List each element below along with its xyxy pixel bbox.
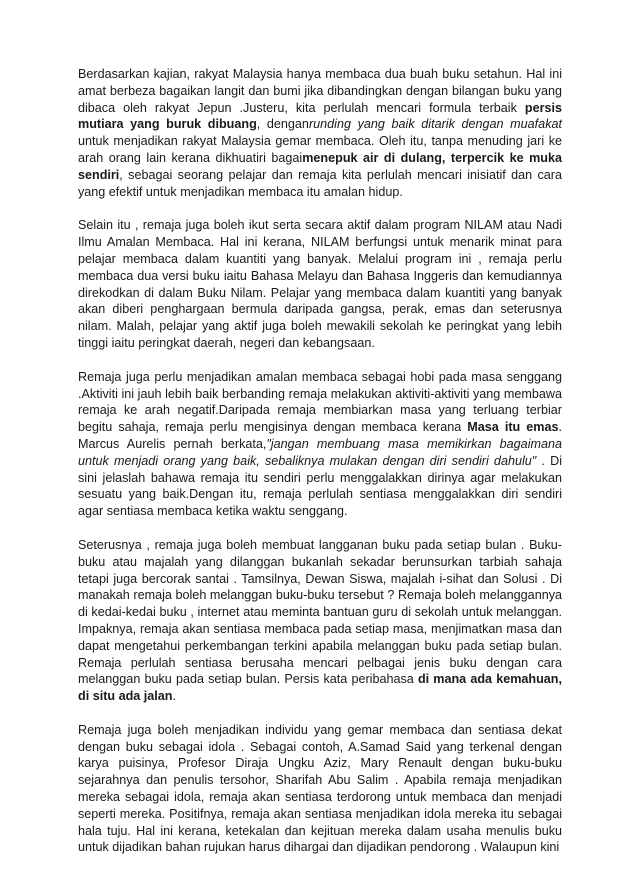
p4-text-2: . [172, 689, 176, 704]
p1-proverb-menepuk-air: menepuk air di dulang, terpercik ke muka sendiri [78, 150, 562, 182]
p3-text-2: . Marcus Aurelis pernah berkata, [78, 420, 562, 451]
p1-text-1: Berdasarkan kajian, rakyat Malaysia hanya membaca dua buah buku setahun. Hal ini amat berbeza bagaikan langit dan bumi jika dibandingkan dengan bilangan buku yang dibaca oleh rakyat Jepun .Justeru, kita perlulah mencari formula terbaik [78, 67, 562, 115]
p1-proverb-runding: runding yang baik ditarik dengan muafakat [308, 117, 562, 132]
p1-text-4: , sebagai seorang pelajar dan remaja kita perlulah mencari inisiatif dan cara yang efektif untuk menjadikan membaca itu amalan hidup. [78, 167, 562, 199]
p3-proverb-masa-emas: Masa itu emas [467, 420, 559, 435]
p4-proverb-kemahuan: di mana ada kemahuan, di situ ada jalan [78, 672, 562, 704]
document-body [78, 66, 562, 873]
p5-text-1: Remaja juga boleh menjadikan individu yang gemar membaca dan sentiasa dekat dengan buku sebagai idola . Sebagai contoh, A.Samad Said yang terkenal dengan karya puisinya, Profesor Diraja Ungku Aziz, Mary Renault dengan buku-buku sejarahnya dan penulis tersohor, Sharifah Abu Salim . Apabila remaja menjadikan mereka sebagai idola, remaja akan sentiasa terdorong untuk membaca dan menjadi seperti mereka. Positifnya, remaja akan sentiasa menjadikan idola mereka itu sebagai hala tuju. Hal ini kerana, ketekalan dan kejituan mereka dalam usaha menulis buku untuk dijadikan bahan rujukan harus dihargai dan dijadikan pendorong . Walaupun kini [78, 722, 562, 855]
p3-text-3: . Di sini jelaslah bahawa remaja itu sendiri perlu menggalakkan dirinya agar melakukan sesuatu yang baik.Dengan itu, remaja perlulah sentiasa menggalakkan diri sendiri agar sentiasa membaca ketika waktu senggang. [78, 453, 563, 519]
paragraph-3 [78, 369, 562, 520]
p4-text-1: Seterusnya , remaja juga boleh membuat langganan buku pada setiap bulan . Buku-buku atau majalah yang dilanggan bukanlah sekadar berunsurkan tarbiah sahaja tetapi juga bercorak santai . Tamsilnya, Dewan Siswa, majalah i-sihat dan Solusi . Di manakah remaja boleh melanggan buku-buku tersebut ? Remaja boleh melanggannya di kedai-kedai buku , internet atau meminta bantuan guru di sekolah untuk melanggan. Impaknya, remaja akan sentiasa membaca pada setiap masa, menjimatkan masa dan dapat mengetahui perkembangan terkini apabila melanggan buku pada setiap bulan. Remaja perlulah sentiasa berusaha mencari pelbagai jenis buku dengan cara melanggan buku pada setiap bulan. Persis kata peribahasa [78, 537, 562, 687]
paragraph-5 [78, 722, 562, 856]
p3-text-1: Remaja juga perlu menjadikan amalan membaca sebagai hobi pada masa senggang .Aktiviti ini jauh lebih baik berbanding remaja melakukan aktiviti-aktiviti yang membawa remaja ke arah negatif.Daripada remaja membiarkan masa yang terluang terbiar begitu sahaja, remaja perlu mengisinya dengan membaca kerana [78, 369, 562, 435]
p1-proverb-mutiara: persis mutiara yang buruk dibuang [78, 100, 562, 132]
p3-quote-marcus-aurelis: "jangan membuang masa memikirkan bagaimana untuk menjadi orang yang baik, sebaliknya mulakan dengan diri sendiri dahulu" [78, 436, 562, 468]
p2-text-1: Selain itu , remaja juga boleh ikut serta secara aktif dalam program NILAM atau Nadi Ilmu Amalan Membaca. Hal ini kerana, NILAM berfungsi untuk menarik minat para pelajar membaca dalam kuantiti yang banyak. Melalui program ini , remaja perlu membaca dua versi buku iaitu Bahasa Melayu dan Bahasa Inggeris dan kemudiannya direkodkan di dalam Buku Nilam. Pelajar yang membaca dalam kuantiti yang banyak akan diberi penghargaan bermula daripada gangsa, perak, emas dan seterusnya nilam. Malah, pelajar yang aktif juga boleh mewakili sekolah ke peringkat yang lebih tinggi iaitu peringkat daerah, negeri dan kebangsaan. [78, 218, 562, 350]
p1-text-3: untuk menjadikan rakyat Malaysia gemar membaca. Oleh itu, tanpa menuding jari ke arah orang lain kerana dikhuatiri bagai [78, 134, 562, 165]
paragraph-1 [78, 66, 562, 200]
paragraph-4 [78, 537, 562, 705]
paragraph-2 [78, 217, 562, 351]
p1-text-2: , dengan [256, 117, 309, 132]
